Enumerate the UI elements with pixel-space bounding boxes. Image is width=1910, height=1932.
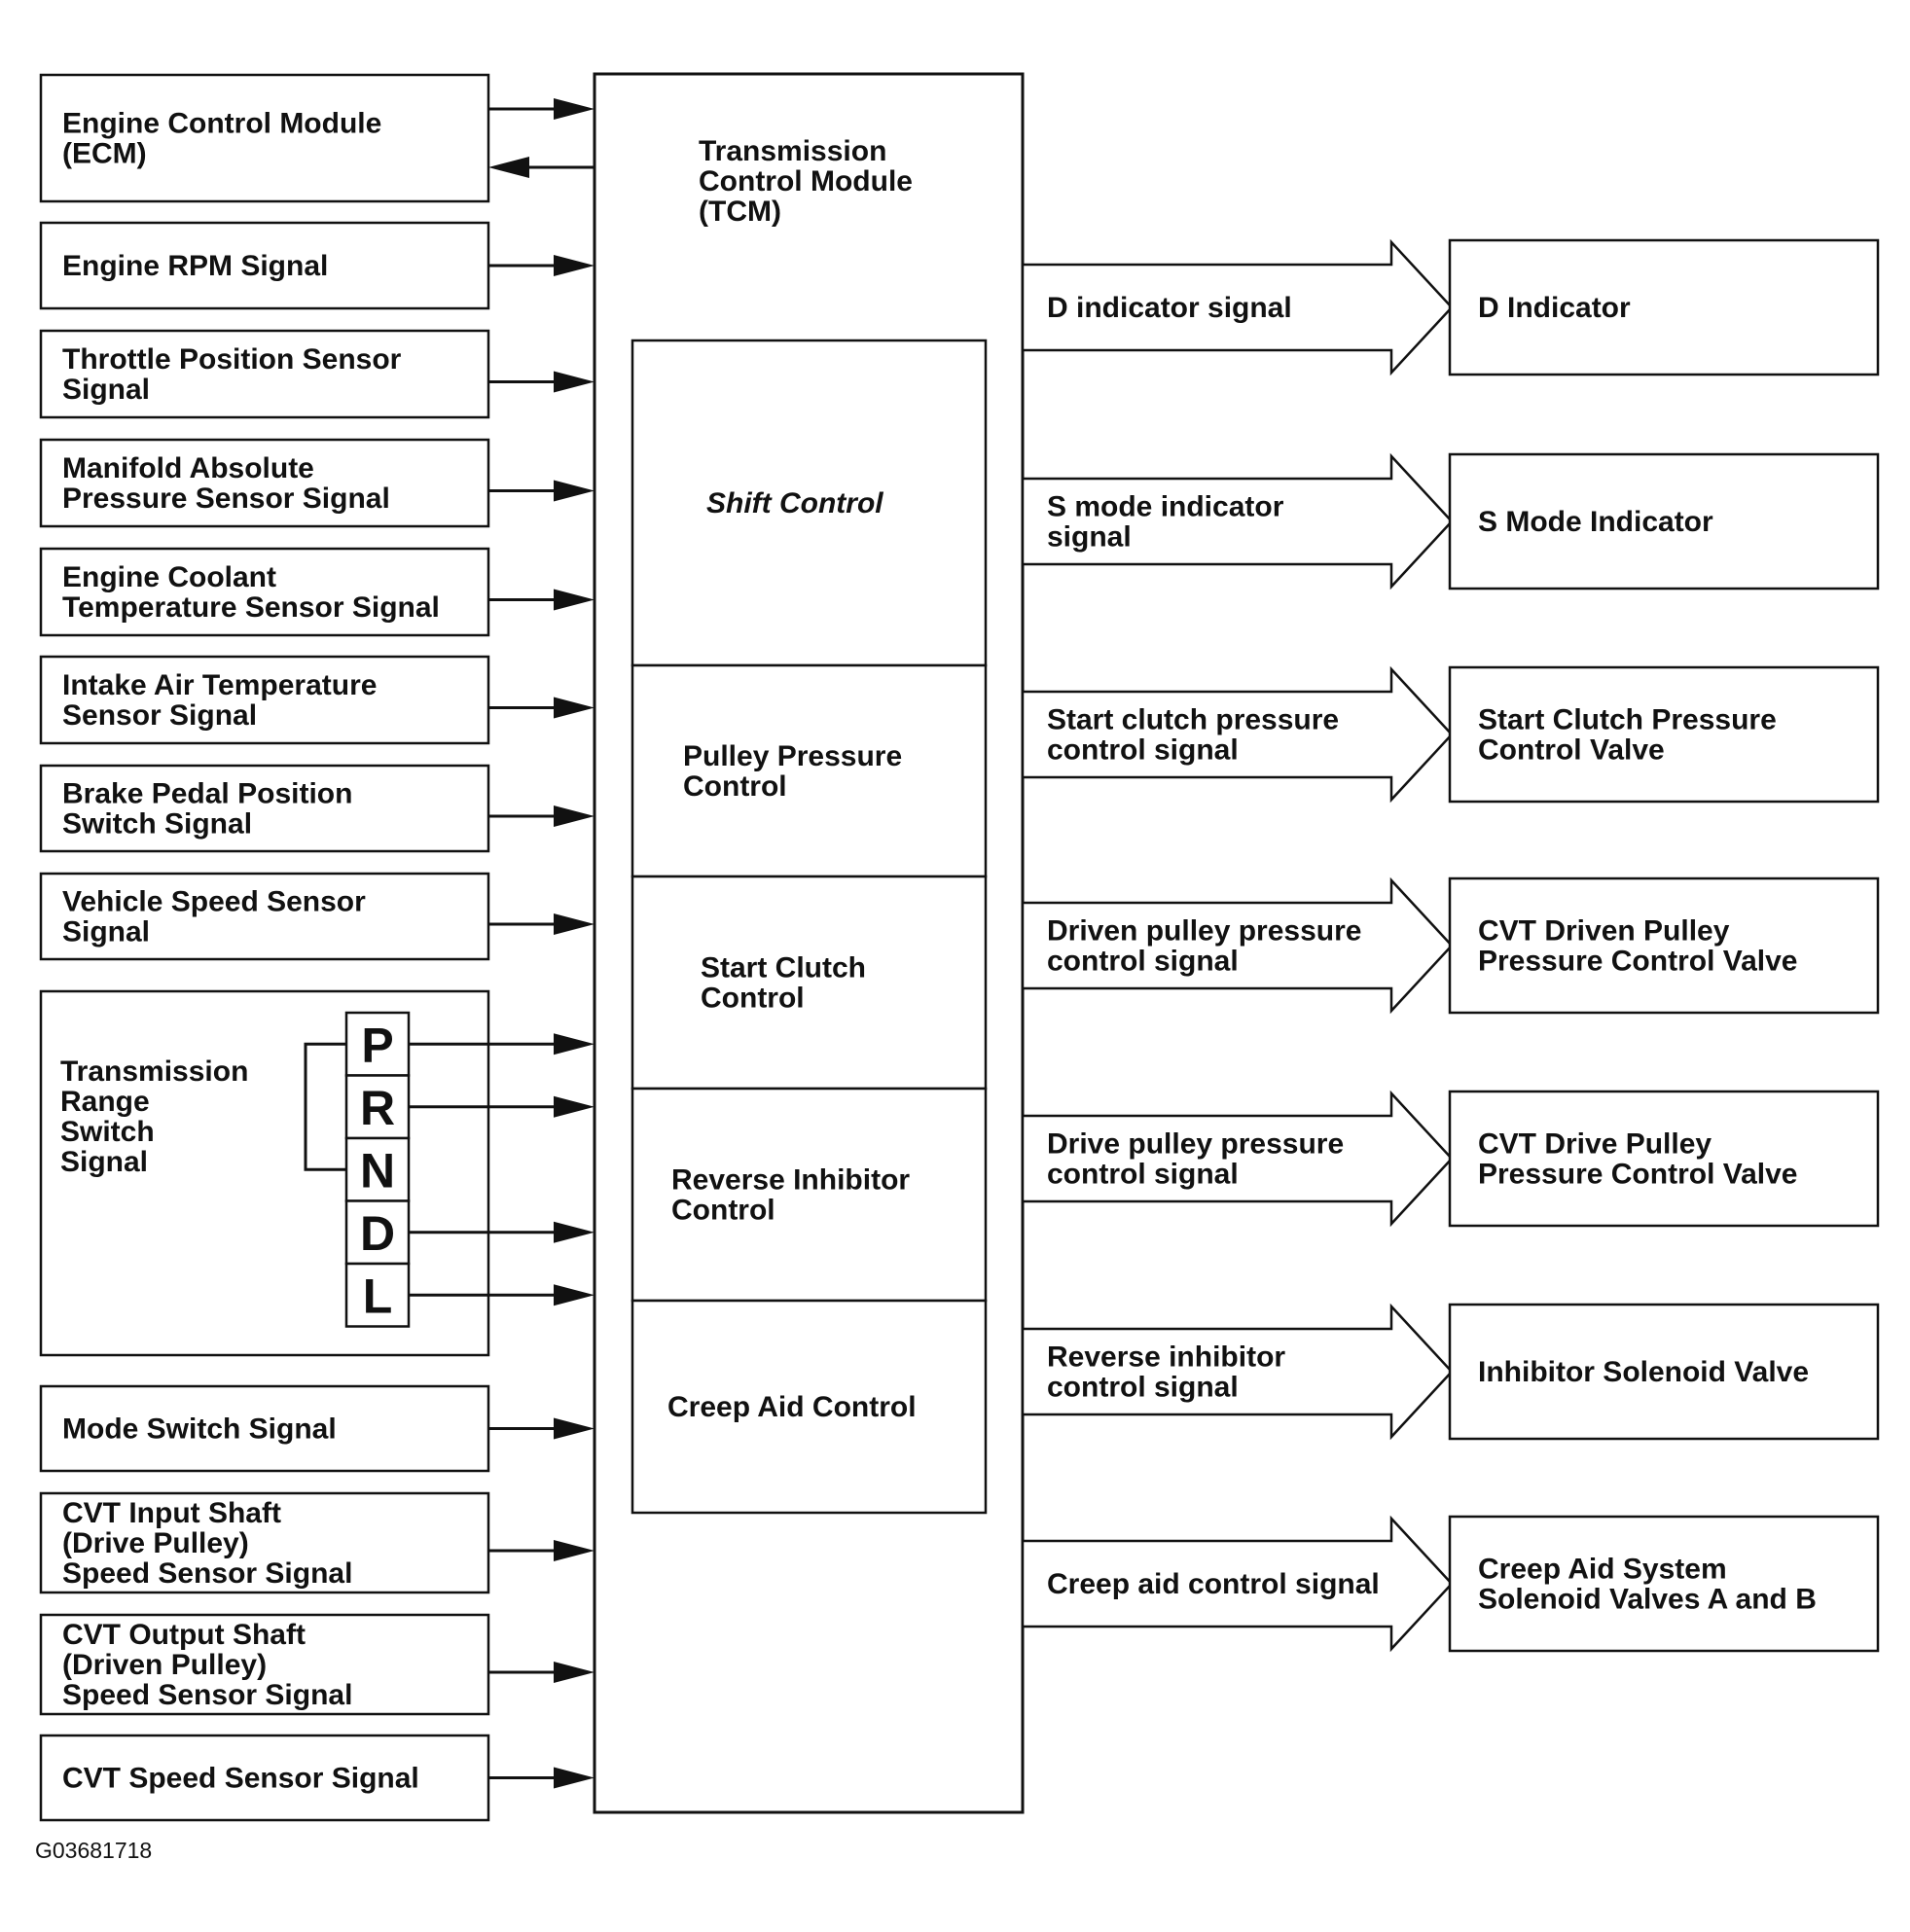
input-vehicle-speed (41, 874, 595, 959)
input-intake-air-temp (41, 657, 595, 743)
target-label: Creep Aid System Solenoid Valves A and B (1478, 1553, 1817, 1616)
output-signals (1023, 240, 1878, 1651)
input-label: CVT Input Shaft (Drive Pulley) Speed Sensor Signal (62, 1497, 353, 1590)
input-arrow (488, 913, 595, 935)
target-label: Inhibitor Solenoid Valve (1478, 1356, 1810, 1388)
target-label: D Indicator (1478, 292, 1631, 324)
range-position-label: R (359, 1080, 396, 1135)
input-label: Engine Control Module (ECM) (62, 107, 382, 170)
output-creep-aid (1023, 1517, 1878, 1651)
input-signals (41, 75, 595, 1820)
input-arrow (488, 590, 595, 611)
tcm-section-label: Pulley Pressure Control (683, 740, 903, 803)
input-arrow-to-tcm (488, 98, 595, 120)
input-arrow (488, 805, 595, 827)
input-engine-rpm (41, 223, 595, 308)
input-label: Brake Pedal Position Switch Signal (62, 777, 353, 841)
signal-label: Creep aid control signal (1047, 1568, 1380, 1600)
input-label: Engine Coolant Temperature Sensor Signal (62, 561, 440, 624)
output-driven-pulley (1023, 878, 1878, 1013)
input-arrow (488, 255, 595, 276)
target-label: CVT Driven Pulley Pressure Control Valve (1478, 914, 1798, 978)
range-position-label: P (361, 1018, 394, 1073)
output-arrow-to-ecm (488, 157, 595, 178)
signal-label: Driven pulley pressure control signal (1047, 914, 1362, 978)
input-arrow (488, 481, 595, 502)
tcm-title: Transmission Control Module (TCM) (699, 135, 913, 228)
output-drive-pulley (1023, 1091, 1878, 1226)
tcm-section-label: Reverse Inhibitor Control (671, 1163, 911, 1227)
figure-code: G03681718 (35, 1838, 153, 1863)
input-arrow (488, 372, 595, 393)
range-position-label: L (362, 1269, 393, 1324)
input-coolant-temp (41, 549, 595, 635)
input-input-shaft (41, 1493, 595, 1592)
signal-label: Start clutch pressure control signal (1047, 703, 1340, 767)
signal-label: D indicator signal (1047, 292, 1292, 324)
target-label: S Mode Indicator (1478, 506, 1713, 538)
range-position-label: N (359, 1143, 396, 1199)
input-range-switch (41, 991, 488, 1355)
tcm-section-label: Shift Control (706, 487, 883, 519)
input-throttle-position (41, 331, 595, 417)
input-manifold-pressure (41, 440, 595, 526)
input-ecm (41, 75, 595, 201)
input-mode-switch (41, 1386, 595, 1471)
input-label: CVT Speed Sensor Signal (62, 1762, 419, 1795)
range-position-label: D (359, 1205, 396, 1261)
input-label: Engine RPM Signal (62, 250, 329, 282)
input-arrow (488, 698, 595, 719)
signal-label: Reverse inhibitor control signal (1047, 1341, 1286, 1404)
tcm-section-creep-aid (632, 1301, 986, 1513)
tcm-section-shift (632, 340, 986, 665)
range-position-n (346, 1138, 409, 1201)
target-label: Start Clutch Pressure Control Valve (1478, 703, 1777, 767)
tcm-module (595, 74, 1023, 1812)
target-label: CVT Drive Pulley Pressure Control Valve (1478, 1127, 1798, 1191)
tcm-section-label: Creep Aid Control (667, 1391, 917, 1423)
output-start-clutch (1023, 667, 1878, 802)
input-label: Intake Air Temperature Sensor Signal (62, 669, 378, 732)
input-label: Mode Switch Signal (62, 1413, 337, 1446)
tcm-section-reverse-inhibitor (632, 1089, 986, 1301)
input-arrow (488, 1540, 595, 1561)
input-arrow (488, 1418, 595, 1440)
input-label: CVT Output Shaft (Driven Pulley) Speed Sensor Signal (62, 1619, 353, 1711)
input-label: Vehicle Speed Sensor Signal (62, 885, 366, 948)
input-label: Transmission Range Switch Signal (60, 1055, 249, 1178)
output-d-indicator (1023, 240, 1878, 375)
signal-label: S mode indicator signal (1047, 490, 1284, 554)
signal-label: Drive pulley pressure control signal (1047, 1127, 1345, 1191)
output-s-mode (1023, 454, 1878, 589)
input-cvt-speed (41, 1735, 595, 1820)
input-brake-pedal (41, 766, 595, 851)
tcm-section-pulley (632, 665, 986, 877)
input-output-shaft (41, 1615, 595, 1714)
output-reverse-inhibitor (1023, 1305, 1878, 1439)
tcm-section-start-clutch (632, 877, 986, 1089)
tcm-section-label: Start Clutch Control (701, 951, 867, 1015)
input-arrow (488, 1768, 595, 1789)
input-arrow (488, 1662, 595, 1683)
input-label: Throttle Position Sensor Signal (62, 343, 402, 406)
input-label: Manifold Absolute Pressure Sensor Signal (62, 452, 390, 515)
